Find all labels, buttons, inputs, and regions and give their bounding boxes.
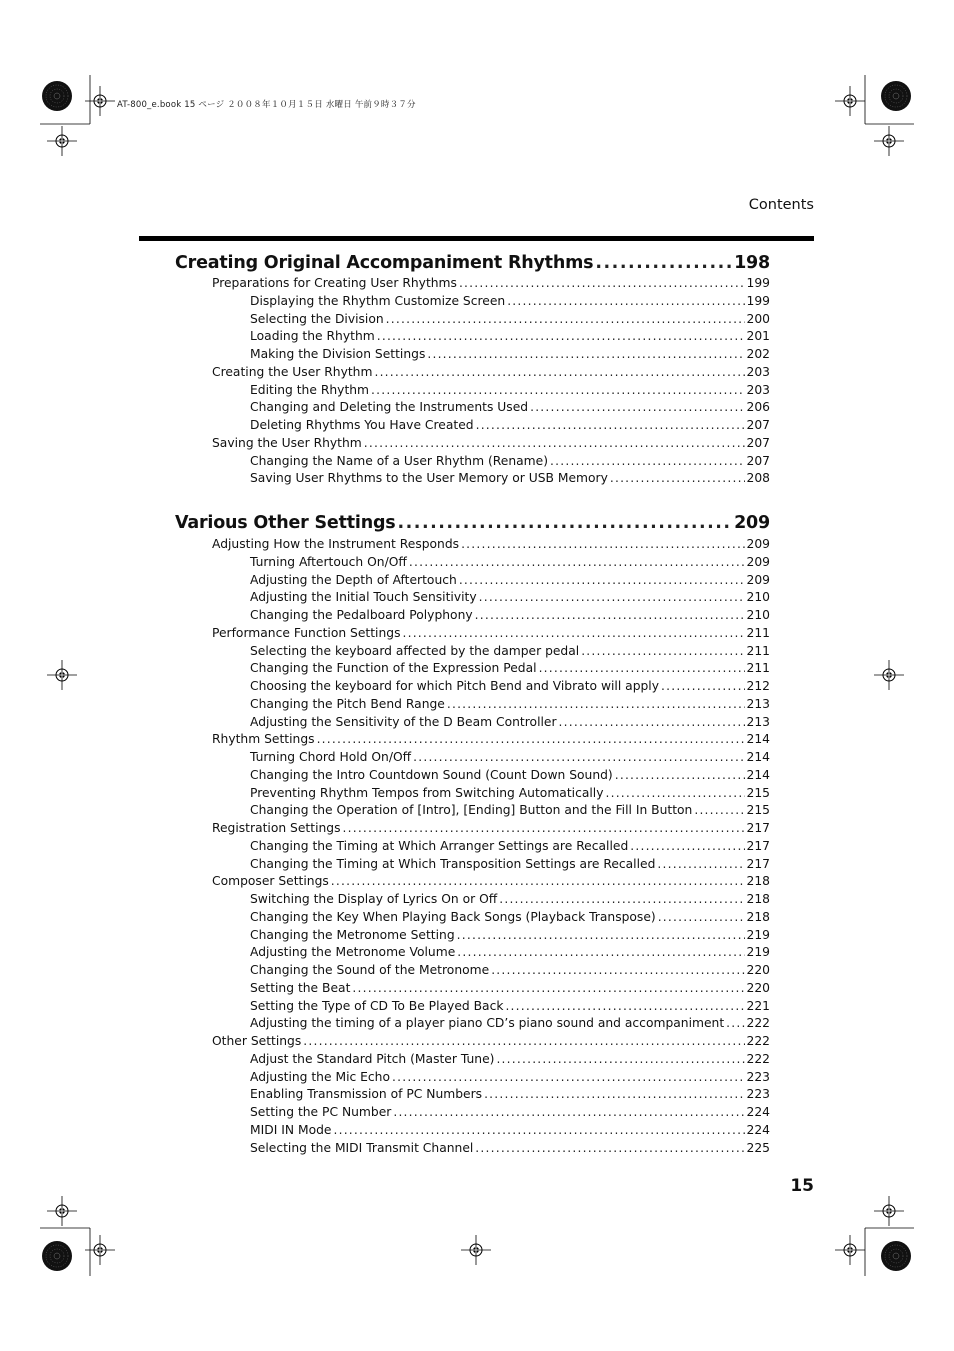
entry-page: 225 bbox=[746, 1140, 770, 1155]
toc-entry[interactable] bbox=[212, 535, 770, 553]
leader-dots bbox=[605, 784, 744, 802]
leader-dots bbox=[392, 1068, 745, 1086]
entry-page: 219 bbox=[746, 927, 770, 942]
leader-dots bbox=[364, 434, 745, 452]
entry-title: Setting the Type of CD To Be Played Back bbox=[250, 998, 504, 1013]
entry-title: Displaying the Rhythm Customize Screen bbox=[250, 293, 506, 308]
entry-title: MIDI IN Mode bbox=[250, 1122, 332, 1137]
toc-subentry[interactable] bbox=[250, 452, 770, 470]
leader-dots bbox=[402, 624, 744, 642]
entry-title: Other Settings bbox=[212, 1034, 302, 1048]
entry-page: 203 bbox=[746, 364, 770, 379]
toc-subentry[interactable] bbox=[250, 908, 770, 926]
toc-subentry[interactable] bbox=[250, 381, 770, 399]
toc-subentry[interactable] bbox=[250, 695, 770, 713]
entry-title: Setting the Beat bbox=[250, 980, 351, 995]
entry-title: Adjusting the timing of a player piano CD’s piano sound and accompaniment bbox=[250, 1016, 725, 1031]
toc-subentry[interactable] bbox=[250, 677, 770, 695]
entry-page: 208 bbox=[746, 471, 770, 486]
entry-title: Changing the Pedalboard Polyphony bbox=[250, 608, 473, 622]
entry-page: 217 bbox=[746, 856, 770, 871]
leader-dots bbox=[661, 677, 745, 695]
running-header: Contents bbox=[748, 197, 814, 213]
toc-subentry[interactable] bbox=[250, 642, 770, 660]
entry-page: 222 bbox=[746, 1016, 770, 1031]
toc-subentry[interactable] bbox=[250, 659, 770, 677]
entry-page: 217 bbox=[746, 838, 770, 853]
section-heading[interactable] bbox=[175, 513, 770, 533]
entry-page: 214 bbox=[746, 767, 770, 782]
toc-entry[interactable] bbox=[212, 730, 770, 748]
leader-dots bbox=[581, 642, 744, 660]
leader-dots bbox=[657, 855, 744, 873]
leader-dots bbox=[457, 926, 745, 944]
entry-title: Changing the Function of the Expression Pedal bbox=[250, 661, 537, 676]
toc-entry[interactable] bbox=[212, 274, 770, 292]
entry-page: 222 bbox=[746, 1051, 770, 1066]
entry-title: Creating the User Rhythm bbox=[212, 364, 373, 379]
print-info-slug: AT-800_e.book 15 ページ ２００８年１０月１５日 水曜日 午前９時３７分 bbox=[117, 100, 416, 110]
toc-subentry[interactable] bbox=[250, 553, 770, 571]
toc-subentry[interactable] bbox=[250, 416, 770, 434]
toc-subentry[interactable] bbox=[250, 1121, 770, 1139]
entry-title: Changing the Timing at Which Arranger Settings are Recalled bbox=[250, 838, 629, 853]
toc-subentry[interactable] bbox=[250, 943, 770, 961]
entry-page: 209 bbox=[746, 572, 770, 587]
entry-page: 223 bbox=[746, 1069, 770, 1084]
entry-title: Rhythm Settings bbox=[212, 732, 315, 747]
entry-page: 207 bbox=[746, 435, 770, 450]
toc-subentry[interactable] bbox=[250, 890, 770, 908]
entry-page: 221 bbox=[746, 998, 770, 1013]
leader-dots bbox=[374, 363, 744, 381]
section-title: Various Other Settings bbox=[175, 513, 396, 533]
entry-page: 199 bbox=[746, 293, 770, 308]
section-title: Creating Original Accompaniment Rhythms bbox=[175, 253, 594, 273]
entry-page: 211 bbox=[746, 625, 770, 640]
entry-title: Adjusting How the Instrument Responds bbox=[212, 537, 460, 551]
entry-title: Adjusting the Initial Touch Sensitivity bbox=[250, 590, 477, 605]
leader-dots bbox=[476, 416, 745, 434]
entry-page: 207 bbox=[746, 418, 770, 432]
entry-title: Changing the Operation of [Intro], [Ending] Button and the Fill In Button bbox=[250, 803, 693, 818]
section-page: 209 bbox=[734, 513, 770, 533]
leader-dots bbox=[630, 837, 744, 855]
entry-title: Changing and Deleting the Instruments Used bbox=[250, 400, 529, 415]
leader-dots bbox=[475, 1139, 744, 1157]
entry-page: 209 bbox=[746, 554, 770, 569]
leader-dots bbox=[615, 766, 745, 784]
entry-title: Making the Division Settings bbox=[250, 347, 426, 361]
toc-entry[interactable] bbox=[212, 872, 770, 890]
leader-dots bbox=[459, 571, 745, 589]
entry-title: Saving User Rhythms to the User Memory or USB Memory bbox=[250, 471, 608, 486]
toc-subentry[interactable] bbox=[250, 979, 770, 997]
leader-dots bbox=[459, 274, 745, 292]
leader-dots bbox=[726, 1014, 744, 1032]
entry-page: 203 bbox=[746, 382, 770, 397]
entry-title: Editing the Rhythm bbox=[250, 382, 370, 397]
leader-dots bbox=[475, 606, 745, 624]
toc-subentry[interactable] bbox=[250, 310, 770, 328]
entry-title: Changing the Name of a User Rhythm (Rename) bbox=[250, 453, 549, 468]
leader-dots bbox=[427, 345, 744, 363]
entry-title: Changing the Intro Countdown Sound (Count Down Sound) bbox=[250, 767, 613, 782]
toc-entry[interactable] bbox=[212, 1032, 770, 1050]
leader-dots bbox=[491, 961, 744, 979]
entry-page: 199 bbox=[746, 276, 770, 290]
leader-dots bbox=[461, 535, 744, 553]
leader-dots bbox=[409, 553, 745, 571]
entry-page: 212 bbox=[746, 679, 770, 693]
toc-entry[interactable] bbox=[212, 363, 770, 381]
page-number: 15 bbox=[790, 1176, 814, 1196]
entry-page: 219 bbox=[746, 945, 770, 960]
entry-title: Changing the Sound of the Metronome bbox=[250, 963, 490, 977]
leader-dots bbox=[457, 943, 744, 961]
entry-page: 220 bbox=[746, 980, 770, 995]
toc-subentry[interactable] bbox=[250, 345, 770, 363]
entry-title: Switching the Display of Lyrics On or Off bbox=[250, 892, 498, 906]
leader-dots bbox=[658, 908, 745, 926]
leader-dots bbox=[371, 381, 744, 399]
entry-title: Preventing Rhythm Tempos from Switching Automatically bbox=[250, 785, 604, 800]
entry-title: Changing the Timing at Which Transposition Settings are Recalled bbox=[250, 856, 656, 871]
leader-dots bbox=[530, 398, 744, 416]
toc-subentry[interactable] bbox=[250, 1085, 770, 1103]
entry-page: 200 bbox=[746, 311, 770, 326]
entry-title: Setting the PC Number bbox=[250, 1105, 392, 1119]
leader-dots bbox=[317, 730, 745, 748]
entry-page: 215 bbox=[746, 785, 770, 800]
toc-subentry[interactable] bbox=[250, 926, 770, 944]
entry-page: 218 bbox=[746, 909, 770, 924]
entry-title: Deleting Rhythms You Have Created bbox=[250, 418, 474, 432]
toc-subentry[interactable] bbox=[250, 469, 770, 487]
entry-title: Selecting the MIDI Transmit Channel bbox=[250, 1140, 474, 1155]
toc-subentry[interactable] bbox=[250, 606, 770, 624]
entry-title: Performance Function Settings bbox=[212, 625, 401, 640]
toc-subentry[interactable] bbox=[250, 784, 770, 802]
leader-dots bbox=[595, 253, 732, 273]
toc-subentry[interactable] bbox=[250, 571, 770, 589]
leader-dots bbox=[377, 327, 745, 345]
toc-subentry[interactable] bbox=[250, 1103, 770, 1121]
entry-page: 209 bbox=[746, 537, 770, 551]
entry-page: 222 bbox=[746, 1034, 770, 1048]
entry-title: Turning Aftertouch On/Off bbox=[250, 554, 407, 569]
toc-entry[interactable] bbox=[212, 434, 770, 452]
entry-title: Selecting the keyboard affected by the damper pedal bbox=[250, 643, 580, 658]
toc-subentry[interactable] bbox=[250, 748, 770, 766]
toc-subentry[interactable] bbox=[250, 961, 770, 979]
leader-dots bbox=[539, 659, 745, 677]
entry-page: 207 bbox=[746, 453, 770, 468]
entry-page: 224 bbox=[746, 1122, 770, 1137]
leader-dots bbox=[505, 997, 744, 1015]
entry-page: 215 bbox=[746, 803, 770, 818]
entry-title: Loading the Rhythm bbox=[250, 329, 375, 344]
entry-page: 220 bbox=[746, 963, 770, 977]
section-heading[interactable] bbox=[175, 253, 770, 273]
entry-title: Registration Settings bbox=[212, 821, 341, 835]
leader-dots bbox=[413, 748, 744, 766]
leader-dots bbox=[352, 979, 744, 997]
section-page: 198 bbox=[734, 253, 770, 273]
entry-title: Saving the User Rhythm bbox=[212, 435, 362, 450]
entry-title: Turning Chord Hold On/Off bbox=[250, 750, 412, 764]
entry-title: Adjust the Standard Pitch (Master Tune) bbox=[250, 1051, 495, 1066]
toc-entry[interactable] bbox=[212, 819, 770, 837]
entry-page: 218 bbox=[746, 892, 770, 906]
toc-subentry[interactable] bbox=[250, 837, 770, 855]
entry-title: Selecting the Division bbox=[250, 311, 384, 326]
leader-dots bbox=[499, 890, 744, 908]
leader-dots bbox=[331, 872, 745, 890]
toc-subentry[interactable] bbox=[250, 1014, 770, 1032]
entry-page: 201 bbox=[746, 329, 770, 344]
leader-dots bbox=[694, 801, 744, 819]
entry-page: 211 bbox=[746, 661, 770, 676]
toc-subentry[interactable] bbox=[250, 766, 770, 784]
leader-dots bbox=[559, 713, 745, 731]
leader-dots bbox=[393, 1103, 744, 1121]
leader-dots bbox=[333, 1121, 744, 1139]
entry-page: 214 bbox=[746, 732, 770, 747]
entry-title: Composer Settings bbox=[212, 874, 329, 889]
entry-title: Adjusting the Mic Echo bbox=[250, 1069, 390, 1084]
leader-dots bbox=[447, 695, 745, 713]
toc-subentry[interactable] bbox=[250, 588, 770, 606]
toc-entry[interactable] bbox=[212, 624, 770, 642]
toc-subentry[interactable] bbox=[250, 801, 770, 819]
toc-subentry[interactable] bbox=[250, 713, 770, 731]
header-rule bbox=[139, 236, 814, 241]
toc-subentry[interactable] bbox=[250, 997, 770, 1015]
leader-dots bbox=[496, 1050, 744, 1068]
toc-subentry[interactable] bbox=[250, 292, 770, 310]
entry-title: Choosing the keyboard for which Pitch Bend and Vibrato will apply bbox=[250, 679, 660, 693]
leader-dots bbox=[479, 588, 745, 606]
entry-page: 223 bbox=[746, 1087, 770, 1102]
leader-dots bbox=[386, 310, 745, 328]
entry-page: 210 bbox=[746, 608, 770, 622]
toc-subentry[interactable] bbox=[250, 398, 770, 416]
leader-dots bbox=[484, 1085, 744, 1103]
entry-page: 206 bbox=[746, 400, 770, 415]
entry-title: Adjusting the Sensitivity of the D Beam Controller bbox=[250, 714, 557, 729]
entry-title: Changing the Key When Playing Back Songs (Playback Transpose) bbox=[250, 909, 656, 924]
toc-subentry[interactable] bbox=[250, 327, 770, 345]
toc-subentry[interactable] bbox=[250, 1139, 770, 1157]
entry-title: Adjusting the Depth of Aftertouch bbox=[250, 572, 457, 587]
toc-subentry[interactable] bbox=[250, 1050, 770, 1068]
leader-dots bbox=[550, 452, 745, 470]
leader-dots bbox=[343, 819, 745, 837]
entry-page: 210 bbox=[746, 590, 770, 605]
entry-page: 217 bbox=[746, 821, 770, 835]
entry-title: Changing the Pitch Bend Range bbox=[250, 696, 445, 711]
entry-page: 214 bbox=[746, 750, 770, 764]
entry-page: 202 bbox=[746, 347, 770, 361]
toc-subentry[interactable] bbox=[250, 855, 770, 873]
entry-page: 218 bbox=[746, 874, 770, 889]
leader-dots bbox=[398, 513, 733, 533]
entry-title: Adjusting the Metronome Volume bbox=[250, 945, 456, 960]
leader-dots bbox=[610, 469, 745, 487]
entry-page: 224 bbox=[746, 1105, 770, 1119]
entry-title: Enabling Transmission of PC Numbers bbox=[250, 1087, 483, 1102]
entry-page: 211 bbox=[746, 643, 770, 658]
entry-title: Changing the Metronome Setting bbox=[250, 927, 455, 942]
entry-page: 213 bbox=[746, 696, 770, 711]
entry-title: Preparations for Creating User Rhythms bbox=[212, 276, 457, 290]
leader-dots bbox=[507, 292, 744, 310]
entry-page: 213 bbox=[746, 714, 770, 729]
leader-dots bbox=[303, 1032, 744, 1050]
toc-subentry[interactable] bbox=[250, 1068, 770, 1086]
